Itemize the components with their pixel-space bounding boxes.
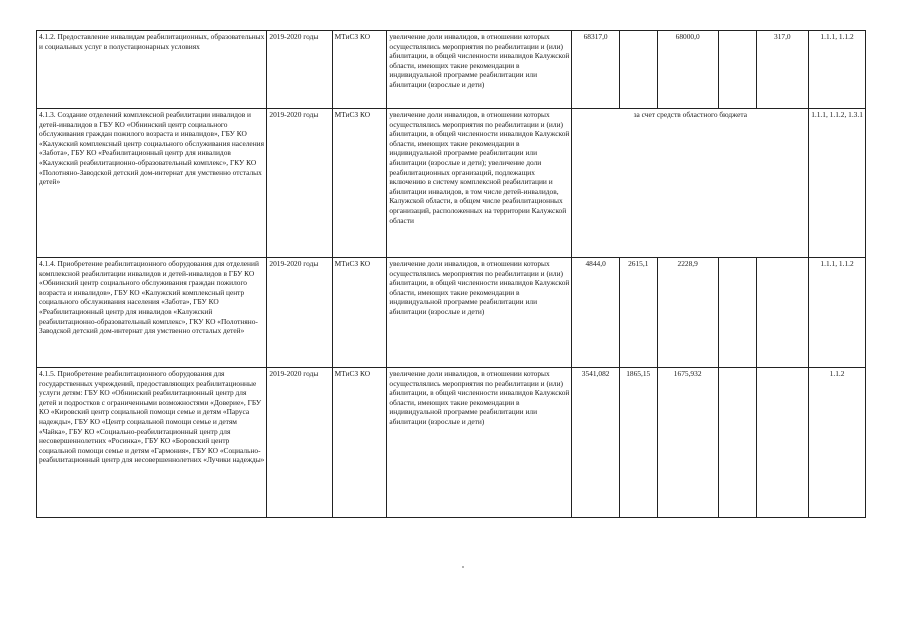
value-cell-5 — [756, 368, 809, 518]
year-2020-cell: 68000,0 — [657, 31, 718, 109]
executor-cell: МТиСЗ КО — [332, 31, 387, 109]
refs-cell: 1.1.2 — [809, 368, 866, 518]
table-row — [37, 109, 866, 258]
period-cell: 2019-2020 годы — [267, 31, 332, 109]
value-cell-4 — [718, 258, 756, 368]
total-cell: 4844,0 — [572, 258, 619, 368]
year-2020-cell: 1675,932 — [657, 368, 718, 518]
executor-cell: МТиСЗ КО — [332, 109, 387, 258]
year-2019-cell — [619, 31, 657, 109]
period-cell: 2019-2020 годы — [267, 258, 332, 368]
measure-cell: 4.1.5. Приобретение реабилитационного оборудования для государственных учреждений, предоставляющих реабилитационные услуги детям: ГБУ КО «Обнинский реабилитационный центр для детей и подростков с ограниченными возможностями «Доверие», ГБУ КО «Кировский центр социальной помощи семье и детям «Паруса надежды», ГБУ КО «Центр социальной помощи семье и детям «Чайка», ГБУ КО «Социально-реабилитационный центр для несовершеннолетних «Росинка», ГБУ КО «Боровский центр социальной помощи семье и детям «Гармония», ГБУ КО «Социально-реабилитационный центр для несовершеннолетних «Лучики надежды» — [37, 368, 267, 518]
scan-speck — [462, 566, 464, 568]
table-row — [37, 31, 866, 109]
period-cell: 2019-2020 годы — [267, 368, 332, 518]
measure-cell: 4.1.3. Создание отделений комплексной реабилитации инвалидов и детей-инвалидов в ГБУ КО «Обнинский центр социального обслуживания граждан пожилого возраста и инвалидов», ГБУ КО «Калужский комплексный центр социального обслуживания населения «Забота», ГБУ КО «Реабилитационный центр для инвалидов «Калужский реабилитационно-образовательный комплекс», ГКУ КО «Полотняно-Заводской детский дом-интернат для умственно отсталых детей» — [37, 109, 267, 258]
indicator-cell: увеличение доли инвалидов, в отношении которых осуществлялись мероприятия по реабилитации и (или) абилитации, в общей численности инвалидов Калужской области, имеющих такие рекомендации в индивидуальной программе реабилитации или абилитации (взрослые и дети) — [387, 31, 572, 109]
value-cell-5 — [756, 258, 809, 368]
measures-table — [36, 30, 866, 518]
value-cell-5: 317,0 — [756, 31, 809, 109]
table-row — [37, 368, 866, 518]
executor-cell: МТиСЗ КО — [332, 258, 387, 368]
measure-cell: 4.1.2. Предоставление инвалидам реабилитационных, образовательных и социальных услуг в полустационарных условиях — [37, 31, 267, 109]
indicator-cell: увеличение доли инвалидов, в отношении которых осуществлялись мероприятия по реабилитации и (или) абилитации, в общей численности инвалидов Калужской области, имеющих такие рекомендации в индивидуальной программе реабилитации или абилитации (взрослые и дети) — [387, 258, 572, 368]
year-2019-cell: 1865,15 — [619, 368, 657, 518]
year-2019-cell: 2615,1 — [619, 258, 657, 368]
executor-cell: МТиСЗ КО — [332, 368, 387, 518]
measure-cell: 4.1.4. Приобретение реабилитационного оборудования для отделений комплексной реабилитации инвалидов и детей-инвалидов в ГБУ КО «Обнинский центр социального обслуживания граждан пожилого возраста и инвалидов», ГБУ КО «Калужский комплексный центр социального обслуживания населения «Забота», ГБУ КО «Реабилитационный центр для инвалидов «Калужский реабилитационно-образовательный комплекс», ГКУ КО «Полотняно-Заводской детский дом-интернат для умственно отсталых детей» — [37, 258, 267, 368]
year-2020-cell: 2228,9 — [657, 258, 718, 368]
refs-cell: 1.1.1, 1.1.2 — [809, 31, 866, 109]
total-cell: 3541,082 — [572, 368, 619, 518]
period-cell: 2019-2020 годы — [267, 109, 332, 258]
indicator-cell: увеличение доли инвалидов, в отношении которых осуществлялись мероприятия по реабилитации и (или) абилитации, в общей численности инвалидов Калужской области, имеющих такие рекомендации в индивидуальной программе реабилитации или абилитации (взрослые и дети); увеличение доли реабилитационных организаций, подлежащих включению в систему комплексной реабилитации и абилитации инвалидов, в том числе детей-инвалидов, Калужской области, в общем числе реабилитационных организаций, расположенных на территории Калужской области — [387, 109, 572, 258]
value-cell-4 — [718, 368, 756, 518]
refs-cell: 1.1.1, 1.1.2 — [809, 258, 866, 368]
indicator-cell: увеличение доли инвалидов, в отношении которых осуществлялись мероприятия по реабилитации и (или) абилитации, в общей численности инвалидов Калужской области, имеющих такие рекомендации в индивидуальной программе реабилитации или абилитации (взрослые и дети) — [387, 368, 572, 518]
total-cell: 68317,0 — [572, 31, 619, 109]
value-cell-4 — [718, 31, 756, 109]
funding-note-cell: за счет средств областного бюджета — [572, 109, 809, 258]
table-row — [37, 258, 866, 368]
refs-cell: 1.1.1, 1.1.2, 1.3.1 — [809, 109, 866, 258]
